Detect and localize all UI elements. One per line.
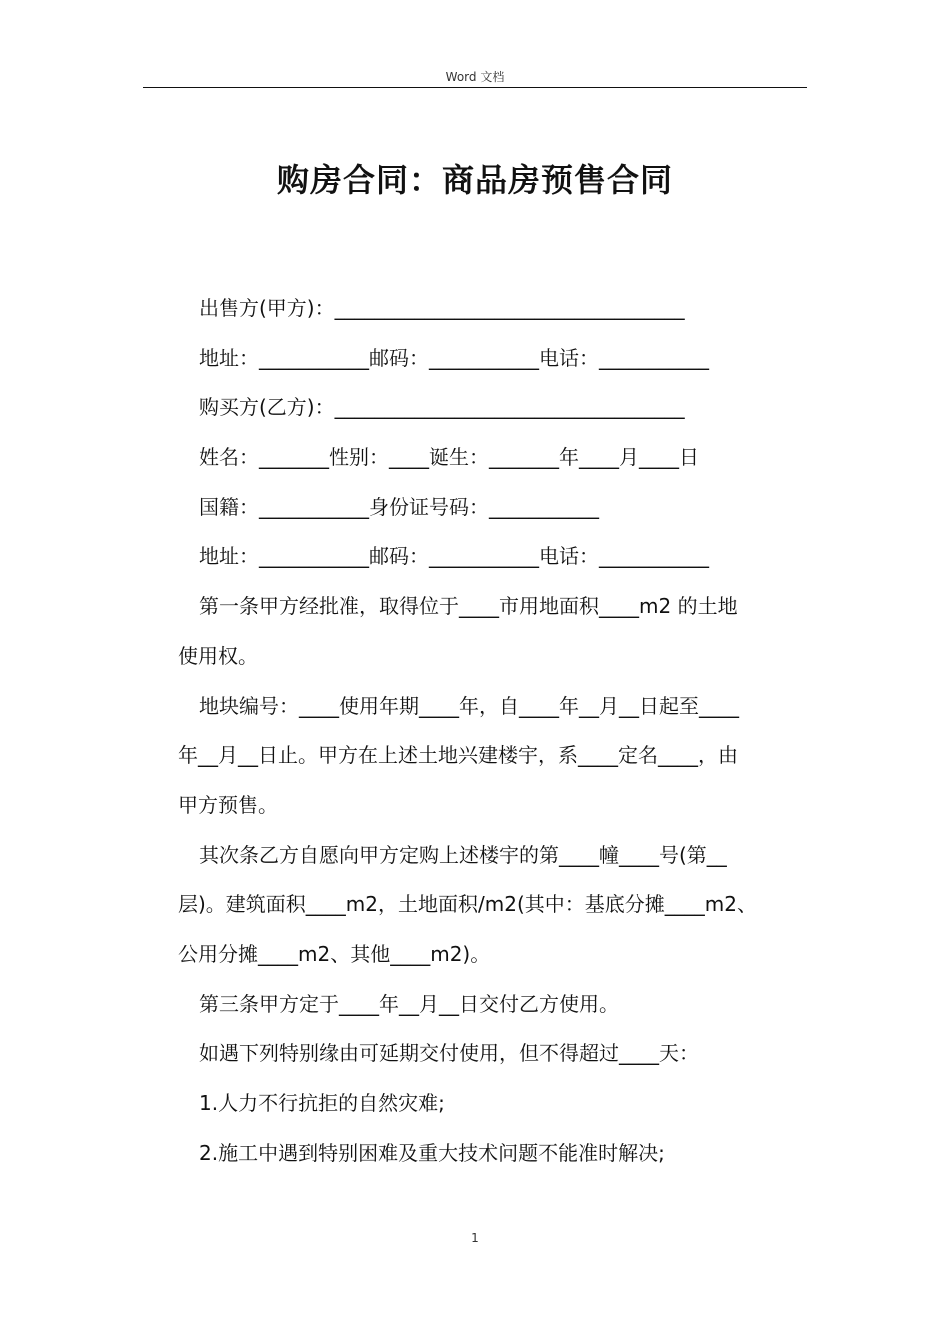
article-2-line: 其次条乙方自愿向甲方定购上述楼宇的第____幢____号(第__: [199, 842, 727, 867]
buyer-line: 购买方(乙方)：___________________________________: [199, 395, 685, 420]
delay-clause-line: 如遇下列特别缘由可延期交付使用，但不得超过____天：: [199, 1041, 699, 1066]
article-2-continuation-2: 公用分摊____m2、其他____m2)。: [178, 941, 491, 966]
article-1-line: 第一条甲方经批准，取得位于____市用地面积____m2 的土地: [199, 594, 738, 619]
plot-number-continuation-2: 甲方预售。: [178, 792, 278, 817]
article-3-line: 第三条甲方定于____年__月__日交付乙方使用。: [199, 991, 619, 1016]
seller-address-line: 地址：___________邮码：___________电话：___________: [199, 345, 709, 370]
buyer-nationality-line: 国籍：___________身份证号码：___________: [199, 494, 599, 519]
document-body: [178, 284, 808, 1178]
delay-reason-1: 1.人力不行抗拒的自然灾难;: [199, 1091, 445, 1115]
delay-reason-2: 2.施工中遇到特别困难及重大技术问题不能准时解决;: [199, 1140, 665, 1165]
page-header: Word 文档: [445, 70, 505, 84]
buyer-address-line: 地址：___________邮码：___________电话：___________: [199, 544, 709, 569]
plot-number-line: 地块编号：____使用年期____年，自____年__月__日起至____: [199, 693, 739, 718]
article-1-continuation: 使用权。: [178, 643, 258, 668]
header-divider: [143, 87, 807, 88]
buyer-name-line: 姓名：_______性别：____诞生：_______年____月____日: [199, 445, 699, 470]
article-2-continuation: 层)。建筑面积____m2，土地面积/m2(其中：基底分摊____m2、: [178, 892, 757, 917]
page-number: 1: [471, 1231, 479, 1245]
seller-line: 出售方(甲方)：___________________________________: [199, 296, 685, 320]
plot-number-continuation: 年__月__日止。甲方在上述土地兴建楼宇，系____定名____，由: [178, 743, 738, 768]
document-title: 购房合同：商品房预售合同: [276, 161, 673, 199]
